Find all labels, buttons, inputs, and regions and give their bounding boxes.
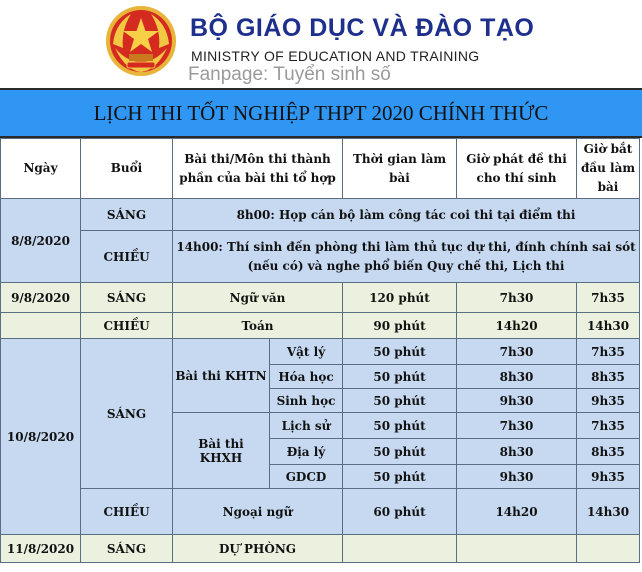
day-cell: 8/8/2020 <box>1 199 81 283</box>
col-header-session: Buổi <box>81 139 173 199</box>
session-cell: CHIỀU <box>81 313 173 339</box>
start-cell: 9h35 <box>577 465 640 489</box>
table-row <box>1 489 640 535</box>
col-header-duration: Thời gian làm bài <box>343 139 457 199</box>
table-row <box>1 339 640 365</box>
subject-cell: GDCD <box>270 465 343 489</box>
subject-cell: Vật lý <box>270 339 343 365</box>
subject-cell: Lịch sử <box>270 413 343 439</box>
ministry-name-en: MINISTRY OF EDUCATION AND TRAINING <box>191 48 480 64</box>
col-header-start: Giờ bắt đầu làm bài <box>577 139 640 199</box>
subject-cell: Địa lý <box>270 439 343 465</box>
day-cell: 9/8/2020 <box>1 283 81 313</box>
duration-cell: 50 phút <box>343 389 457 413</box>
day-cell-empty <box>1 313 81 339</box>
subject-cell: Sinh học <box>270 389 343 413</box>
session-cell: SÁNG <box>81 339 173 489</box>
table-row <box>1 231 640 283</box>
start-cell: 7h35 <box>577 339 640 365</box>
duration-cell: 90 phút <box>343 313 457 339</box>
ministry-name-vn: BỘ GIÁO DỤC VÀ ĐÀO TẠO <box>190 14 535 42</box>
duration-cell: 50 phút <box>343 439 457 465</box>
subject-cell: Hóa học <box>270 365 343 389</box>
distribute-cell: 9h30 <box>457 465 577 489</box>
distribute-cell: 7h30 <box>457 283 577 313</box>
session-cell: SÁNG <box>81 199 173 231</box>
duration-cell: 50 phút <box>343 413 457 439</box>
distribute-cell: 8h30 <box>457 439 577 465</box>
duration-cell: 50 phút <box>343 339 457 365</box>
duration-cell: 50 phút <box>343 365 457 389</box>
duration-cell: 50 phút <box>343 465 457 489</box>
table-row <box>1 313 640 339</box>
distribute-cell: 14h20 <box>457 313 577 339</box>
duration-cell-empty <box>343 535 457 563</box>
fanpage-watermark: Fanpage: Tuyển sinh số <box>188 64 391 85</box>
start-cell: 7h35 <box>577 283 640 313</box>
table-header-row <box>1 139 640 199</box>
session-cell: CHIỀU <box>81 231 173 283</box>
day-cell: 11/8/2020 <box>1 535 81 563</box>
table-row <box>1 283 640 313</box>
col-header-subject: Bài thi/Môn thi thành phần của bài thi tổ hợp <box>173 139 343 199</box>
distribute-cell: 14h20 <box>457 489 577 535</box>
note-cell: 8h00: Họp cán bộ làm công tác coi thi tại điểm thi <box>173 199 640 231</box>
distribute-cell-empty <box>457 535 577 563</box>
distribute-cell: 7h30 <box>457 339 577 365</box>
subject-cell: DỰ PHÒNG <box>173 535 343 563</box>
national-emblem-icon <box>105 4 177 78</box>
subject-cell: Ngoại ngữ <box>173 489 343 535</box>
col-header-distribute: Giờ phát đề thi cho thí sinh <box>457 139 577 199</box>
start-cell: 9h35 <box>577 389 640 413</box>
title-band <box>0 88 642 138</box>
start-cell-empty <box>577 535 640 563</box>
distribute-cell: 8h30 <box>457 365 577 389</box>
subject-cell: Toán <box>173 313 343 339</box>
start-cell: 7h35 <box>577 413 640 439</box>
note-cell: 14h00: Thí sinh đến phòng thi làm thủ tục dự thi, đính chính sai sót (nếu có) và nghe phổ biến Quy chế thi, Lịch thi <box>173 231 640 283</box>
start-cell: 8h35 <box>577 365 640 389</box>
duration-cell: 60 phút <box>343 489 457 535</box>
table-row <box>1 535 640 563</box>
exam-group-cell: Bài thi KHXH <box>173 413 270 489</box>
session-cell: SÁNG <box>81 535 173 563</box>
subject-cell: Ngữ văn <box>173 283 343 313</box>
distribute-cell: 7h30 <box>457 413 577 439</box>
header <box>0 0 642 88</box>
start-cell: 14h30 <box>577 313 640 339</box>
table-row <box>1 199 640 231</box>
distribute-cell: 9h30 <box>457 389 577 413</box>
duration-cell: 120 phút <box>343 283 457 313</box>
session-cell: CHIỀU <box>81 489 173 535</box>
start-cell: 14h30 <box>577 489 640 535</box>
session-cell: SÁNG <box>81 283 173 313</box>
page-title: LỊCH THI TỐT NGHIỆP THPT 2020 CHÍNH THỨC <box>93 100 549 125</box>
col-header-day: Ngày <box>1 139 81 199</box>
day-cell: 10/8/2020 <box>1 339 81 535</box>
exam-group-cell: Bài thi KHTN <box>173 339 270 413</box>
start-cell: 8h35 <box>577 439 640 465</box>
exam-schedule-table <box>0 138 640 563</box>
